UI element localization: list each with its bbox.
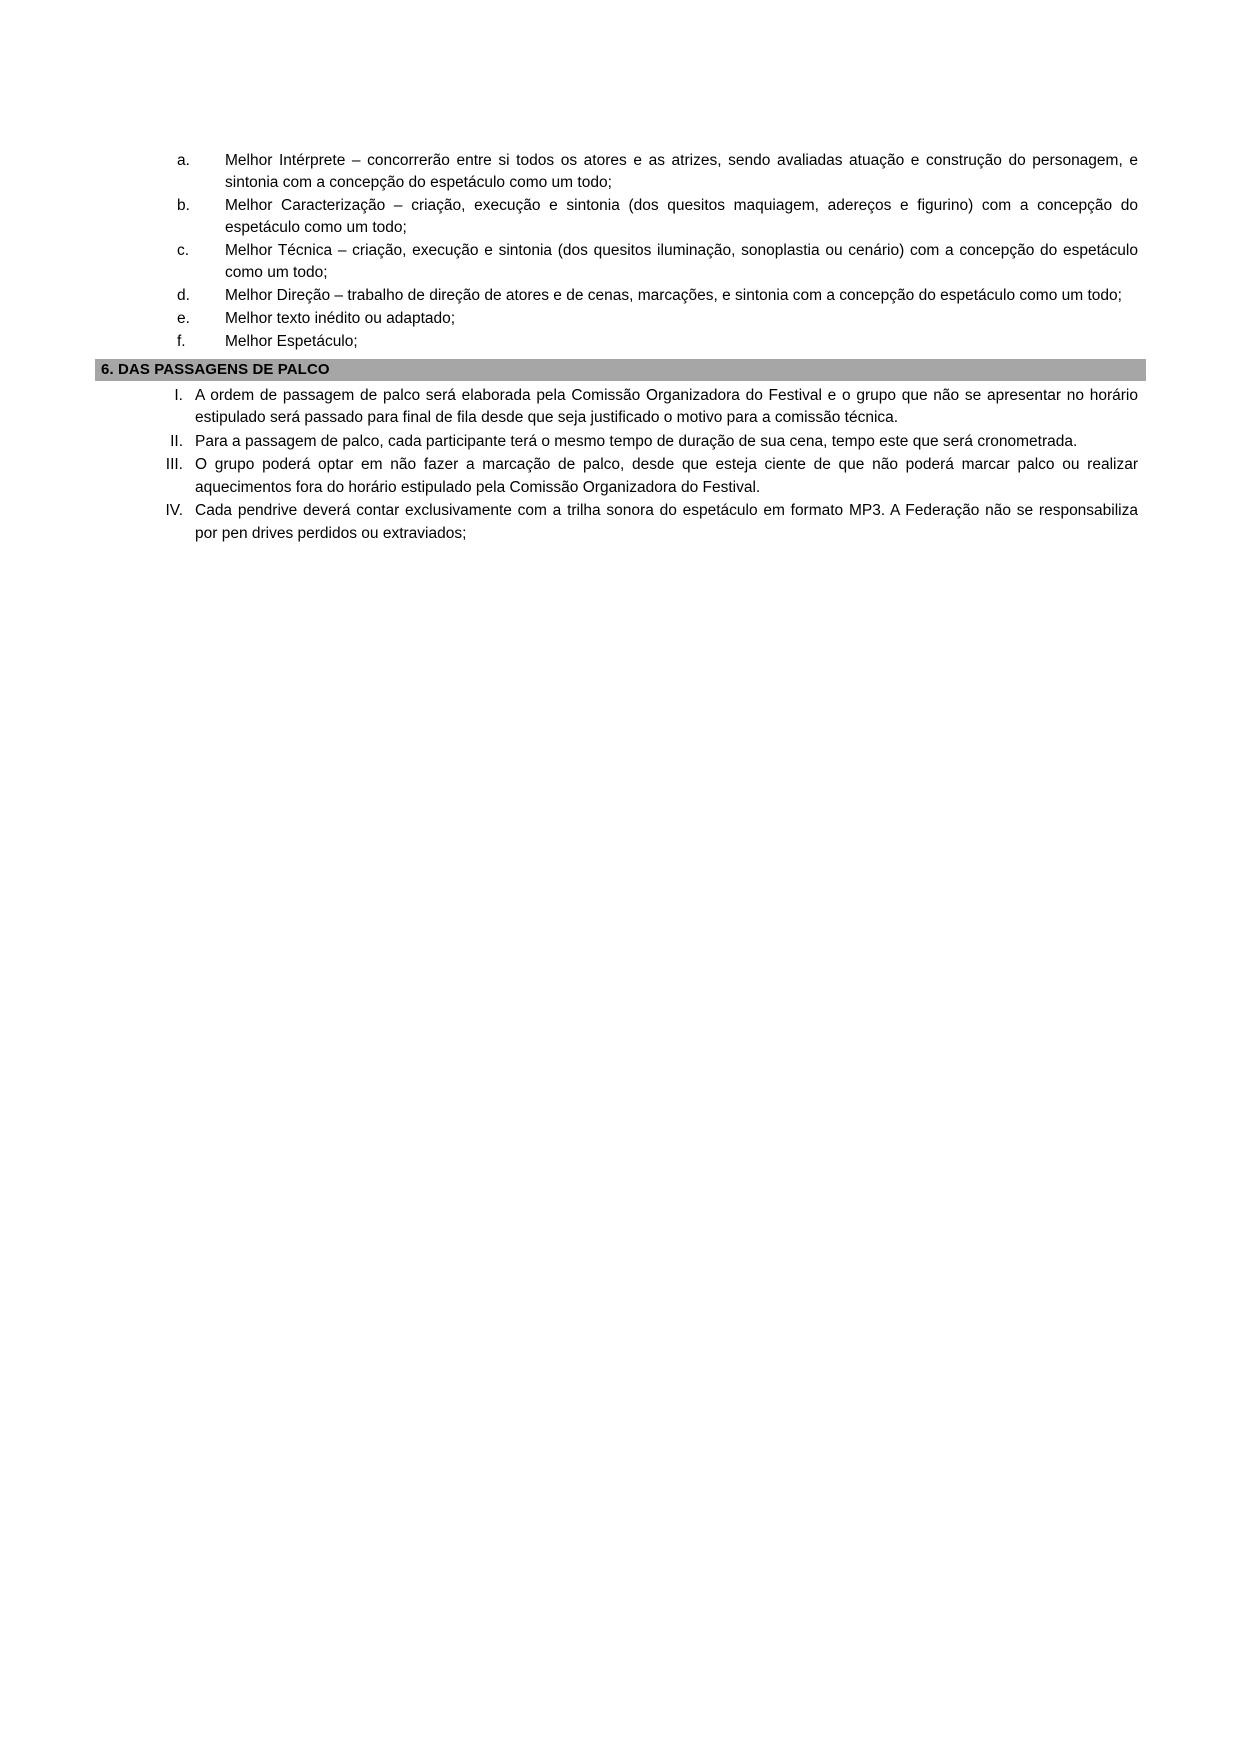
list-marker: f. [177,333,186,350]
list-item [95,431,1146,453]
list-marker: b. [177,197,190,214]
list-text: O grupo poderá optar em não fazer a marcação de palco, desde que esteja ciente de que não poderá marcar palco ou realizar aquecimentos fora do horário estipulado pela Comissão Organizadora do Festival. [195,456,1138,496]
list-item [95,150,1146,194]
awards-list [95,150,1146,353]
list-item [95,195,1146,239]
list-marker: e. [177,310,190,327]
list-marker: II. [170,432,183,450]
list-marker: d. [177,287,190,304]
list-item [95,500,1146,545]
list-text: Melhor texto inédito ou adaptado; [225,310,456,327]
list-text: Melhor Espetáculo; [225,333,358,350]
list-text: Melhor Direção – trabalho de direção de atores e de cenas, marcações, e sintonia com a concepção do espetáculo como um todo; [225,287,1122,304]
list-marker: c. [177,242,190,259]
list-marker: IV. [165,502,183,520]
list-item [95,454,1146,499]
passages-list [95,385,1146,545]
section-heading: 6. DAS PASSAGENS DE PALCO [95,359,1146,381]
list-text: Melhor Técnica – criação, execução e sintonia (dos quesitos iluminação, sonoplastia ou cenário) com a concepção do espetáculo como um todo; [225,242,1138,281]
list-marker: a. [177,152,190,169]
list-item [95,331,1146,353]
list-text: Melhor Caracterização – criação, execução e sintonia (dos quesitos maquiagem, adereços e figurino) com a concepção do espetáculo como um todo; [225,197,1138,236]
list-text: Para a passagem de palco, cada participante terá o mesmo tempo de duração de sua cena, tempo este que será cronometrada. [195,432,1078,450]
list-marker: III. [165,456,183,474]
list-text: A ordem de passagem de palco será elaborada pela Comissão Organizadora do Festival e o grupo que não se apresentar no horário estipulado será passado para final de fila desde que seja justificado o motivo para a comissão técnica. [195,387,1138,427]
list-marker: I. [174,387,183,404]
list-item [95,385,1146,430]
list-item [95,308,1146,330]
list-item [95,285,1146,307]
list-text: Melhor Intérprete – concorrerão entre si todos os atores e as atrizes, sendo avaliadas atuação e construção do personagem, e sintonia com a concepção do espetáculo como um todo; [225,152,1138,191]
list-text: Cada pendrive deverá contar exclusivamente com a trilha sonora do espetáculo em formato MP3. A Federação não se responsabiliza por pen drives perdidos ou extraviados; [195,502,1138,542]
list-item [95,240,1146,284]
